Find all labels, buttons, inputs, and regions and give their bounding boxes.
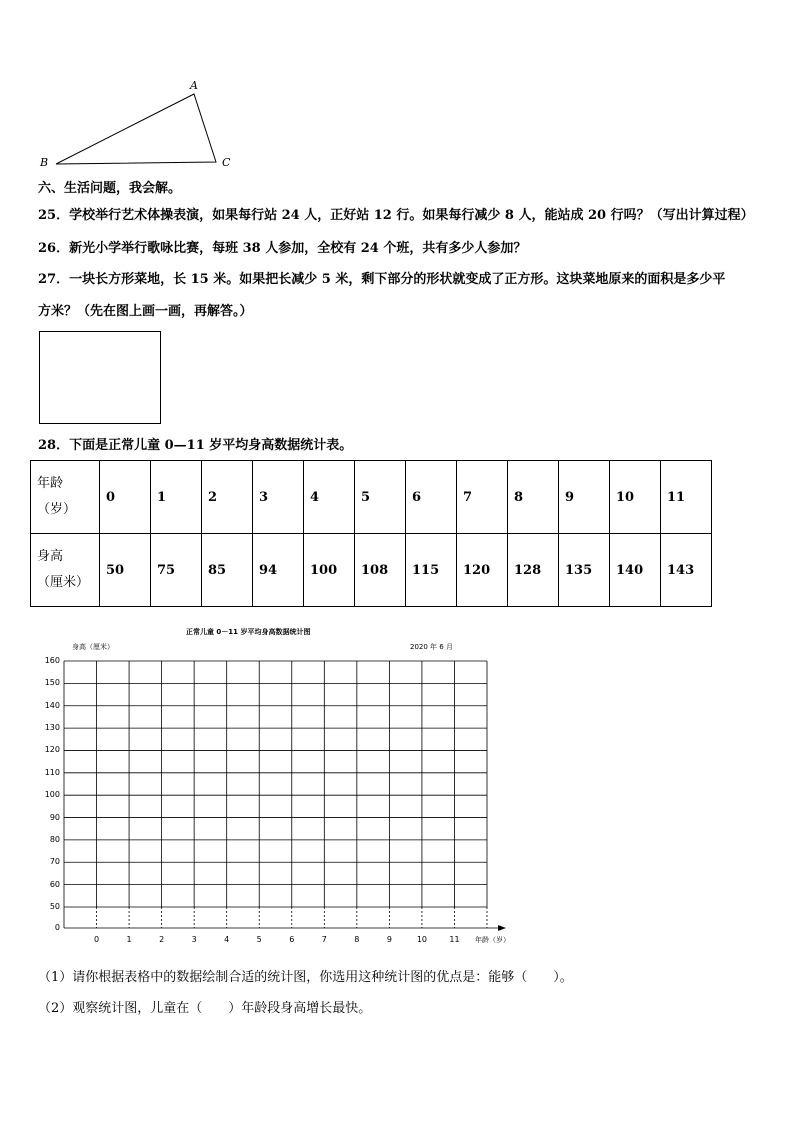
height-data-table xyxy=(30,460,712,607)
y-tick-label: 100 xyxy=(44,790,60,800)
height-cell: 140 xyxy=(610,534,661,607)
section-title: 六、生活问题，我会解。 xyxy=(38,181,182,196)
age-cell: 6 xyxy=(406,461,457,534)
height-cell: 120 xyxy=(457,534,508,607)
height-cell: 85 xyxy=(202,534,253,607)
x-tick-label: 11 xyxy=(449,935,460,944)
age-cell: 9 xyxy=(559,461,610,534)
x-tick-label: 10 xyxy=(416,935,428,944)
triangle-shape xyxy=(56,94,216,164)
sub-question-1: （1）请你根据表格中的数据绘制合适的统计图，你选用这种统计图的优点是：能够（ ）。 xyxy=(38,970,573,985)
y-tick-label: 0 xyxy=(54,923,60,932)
question-28: 28．下面是正常儿童 0—11 岁平均身高数据统计表。 xyxy=(38,438,353,453)
height-cell: 94 xyxy=(253,534,304,607)
vertex-c-label: C xyxy=(222,156,231,169)
x-tick-label: 3 xyxy=(191,935,197,944)
age-cell: 7 xyxy=(457,461,508,534)
y-tick-label: 60 xyxy=(49,879,60,889)
age-cell: 8 xyxy=(508,461,559,534)
chart-date: 2020 年 6 月 xyxy=(410,643,453,651)
triangle-figure xyxy=(36,76,236,176)
height-cell: 115 xyxy=(406,534,457,607)
x-tick-label: 5 xyxy=(256,935,262,944)
height-cell: 108 xyxy=(355,534,406,607)
age-cell: 10 xyxy=(610,461,661,534)
age-cell: 0 xyxy=(100,461,151,534)
sub-question-2: （2）观察统计图，儿童在（ ）年龄段身高增长最快。 xyxy=(38,1001,372,1016)
question-26: 26．新光小学举行歌咏比赛，每班 38 人参加，全校有 24 个班，共有多少人参加？ xyxy=(38,241,527,256)
question-25: 25．学校举行艺术体操表演，如果每行站 24 人，正好站 12 行。如果每行减少 8 人，能站成 20 行吗？（写出计算过程） xyxy=(38,208,754,223)
vertex-b-label: B xyxy=(40,156,49,169)
question-27-line1: 27．一块长方形菜地，长 15 米。如果把长减少 5 米，剩下部分的形状就变成了正方形。这块菜地原来的面积是多少平 xyxy=(38,272,726,287)
y-tick-label: 80 xyxy=(49,834,60,844)
question-27-line2: 方米？（先在图上画一画，再解答。） xyxy=(38,304,253,319)
y-tick-label: 140 xyxy=(44,700,60,710)
y-tick-label: 120 xyxy=(44,745,60,755)
x-tick-label: 7 xyxy=(321,935,327,944)
x-tick-label: 4 xyxy=(224,935,230,944)
x-tick-label: 2 xyxy=(159,935,165,944)
x-tick-label: 6 xyxy=(289,935,295,944)
height-cell: 143 xyxy=(661,534,712,607)
drawing-square xyxy=(39,331,161,424)
y-tick-label: 90 xyxy=(49,812,60,822)
chart-title: 正常儿童 0－11 岁平均身高数据统计图 xyxy=(186,628,311,636)
chart-xlabel: 年龄（岁） xyxy=(475,936,510,944)
age-cell: 3 xyxy=(253,461,304,534)
y-tick-label: 50 xyxy=(49,902,60,911)
age-cell: 11 xyxy=(661,461,712,534)
x-tick-label: 0 xyxy=(93,935,100,944)
x-tick-label: 9 xyxy=(386,935,392,944)
table-head-height: 身高 （厘米） xyxy=(31,534,100,607)
age-cell: 2 xyxy=(202,461,253,534)
height-cell: 135 xyxy=(559,534,610,607)
height-cell: 75 xyxy=(151,534,202,607)
y-tick-label: 150 xyxy=(44,678,60,688)
y-tick-label: 160 xyxy=(44,656,60,665)
age-cell: 5 xyxy=(355,461,406,534)
age-cell: 1 xyxy=(151,461,202,534)
chart-ylabel: 身高（厘米） xyxy=(72,643,114,651)
height-cell: 100 xyxy=(304,534,355,607)
height-cell: 128 xyxy=(508,534,559,607)
x-tick-label: 8 xyxy=(354,935,360,944)
y-tick-label: 130 xyxy=(44,723,60,733)
y-tick-label: 110 xyxy=(44,767,60,777)
table-row-age xyxy=(31,461,712,534)
x-axis-arrow-icon xyxy=(498,925,506,931)
age-cell: 4 xyxy=(304,461,355,534)
x-tick-label: 1 xyxy=(126,935,132,944)
table-row-height xyxy=(31,534,712,607)
vertex-a-label: A xyxy=(190,79,198,92)
table-head-age: 年龄 （岁） xyxy=(31,461,100,534)
y-tick-label: 70 xyxy=(49,857,60,867)
height-cell: 50 xyxy=(100,534,151,607)
